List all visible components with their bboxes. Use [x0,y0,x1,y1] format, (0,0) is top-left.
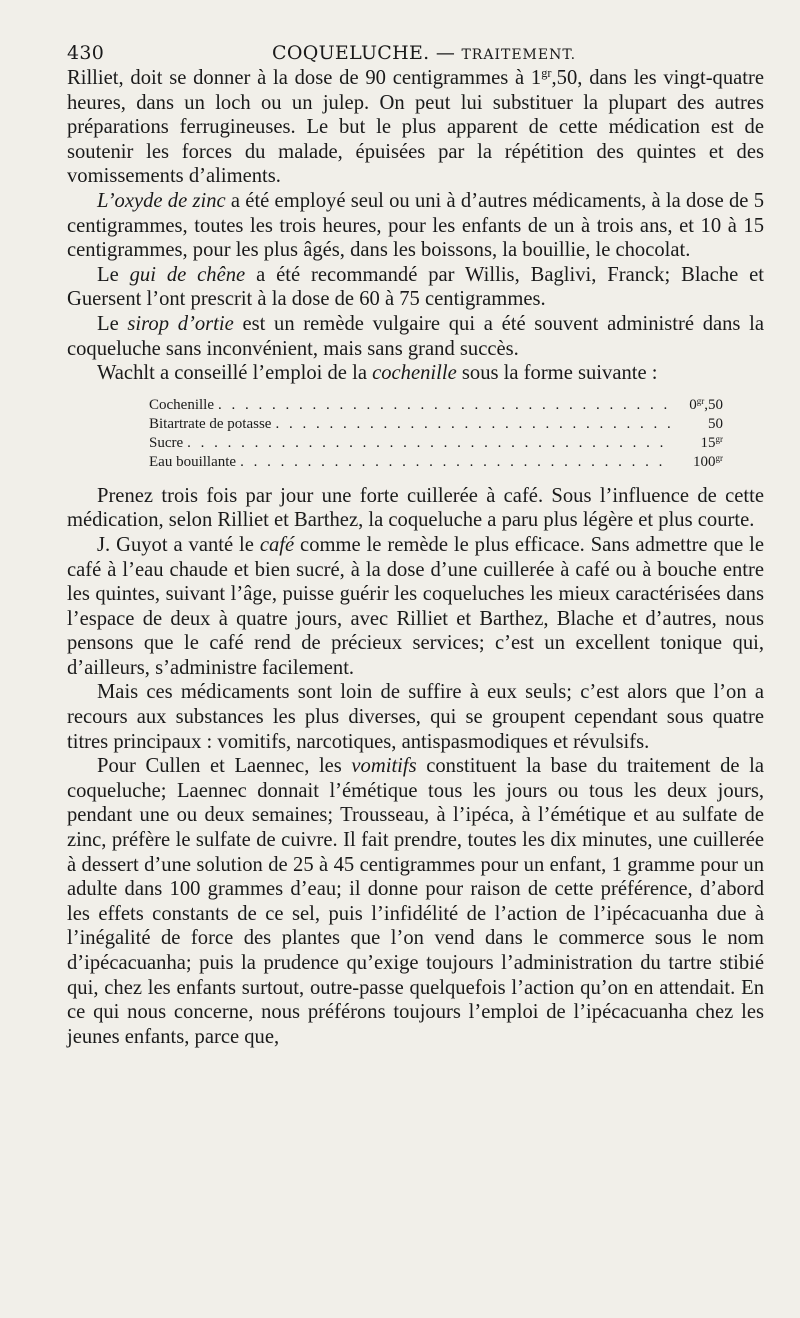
running-title [272,42,576,64]
paragraph-zinc: L’oxyde de zinc a été employé seul ou uni à d’autres médicaments, à la dose de 5 centigrammes, toutes les trois heures, pour les enfants de un à trois ans, et 10 à 15 centigrammes, pour les plus âgés, dans les boissons, la bouillie, le chocolat. [67,189,764,262]
recipe-row [149,434,723,453]
term-gui-de-chene: gui de chêne [129,263,246,286]
term-cochenille: cochenille [372,362,457,385]
page-number: 430 [67,42,105,64]
recipe-row [149,396,723,415]
paragraph-sirop: Le sirop d’ortie est un remède vulgaire qui a été souvent administré dans la coqueluche sans inconvénient, mais sans grand succès. [67,312,764,360]
leader-dots [187,434,671,453]
recipe-row [149,415,723,434]
ingredient-quantity: $100^{gr}$ [693,452,723,470]
paragraph-medicaments: Mais ces médicaments sont loin de suffire à eux seuls; c’est alors que l’on a recours aux substances les plus diverses, qui se groupent cependant sous quatre titres principaux : vomitifs, narcotiques, antispasmodiques et révulsifs. [67,681,764,753]
leader-dots [240,453,671,472]
page-body [67,66,764,1049]
paragraph-gui: Le gui de chêne a été recommandé par Willis, Baglivi, Franck; Blache et Guersent l’ont prescrit à la dose de 60 à 75 centigrammes. [67,263,765,311]
ingredient-quantity: $15^{gr}$ [700,433,723,451]
term-sirop-d-ortie: sirop d’ortie [127,312,234,335]
ingredient-quantity: 50 [708,415,723,432]
paragraph-posologie: Prenez trois fois par jour une forte cuillerée à café. Sous l’influence de cette médication, selon Rilliet et Barthez, la coqueluche a paru plus légère et plus courte. [67,484,764,532]
ingredient-name: Bitartrate de potasse [149,415,272,432]
paragraph-1: Rilliet, doit se donner à la dose de 90 centigrammes à $1^{gr},50$, dans les vingt-quatre heures, dans un loch ou un julep. On peut lui substituer la plupart des autres préparations ferrugineuses. Le but le plus apparent de cette médication est de soutenir les forces du malade, épuisées par la répétition des quintes et des vomissements d’aliments. [67,66,765,188]
paragraph-cochenille: Wachlt a conseillé l’emploi de la cochenille sous la forme suivante : [97,362,658,385]
running-header [67,36,764,66]
ingredient-name: Eau bouillante [149,453,237,470]
term-oxyde-de-zinc: L’oxyde de zinc [97,189,226,212]
ingredient-quantity: $0^{gr},50$ [689,395,723,413]
leader-dots [275,415,671,434]
title-separator: — [429,42,462,64]
ingredient-name: Cochenille [149,396,214,413]
paragraph-vomitifs: Pour Cullen et Laennec, les vomitifs constituent la base du traitement de la coqueluche; Laennec donnait l’émétique tous les jours ou tous les deux jours, pendant une ou deux semaines; Trousseau, à l’ipéca, à l’émétique et au sulfate de zinc, préfère le sulfate de cuivre. Il fait prendre, toutes les dix minutes, une cuillerée à dessert d’une solution de 25 à 45 centigrammes pour un enfant, 1 gramme pour un adulte dans 100 grammes d’eau; il donne pour raison de cette préférence, d’abord les effets constants de ce sel, puis l’infidélité de l’action de l’ipécacuanha due à l’inégalité de force des plantes que l’on vend dans le commerce sous le nom d’ipécacuanha; puis la prudence qu’exige toujours l’administration du tartre stibié qui, chez les enfants surtout, outre-passe quelquefois l’action qu’on en attendait. En ce qui nous concerne, nous préférons toujours l’emploi de l’ipécacuanha chez les jeunes enfants, parce que, [67,755,764,1048]
recipe-row [149,453,723,472]
paragraph-cafe: J. Guyot a vanté le café comme le remède le plus efficace. Sans admettre que le café à l’eau chaude et bien sucré, à la dose d’une cuillerée à café ou à bouche entre les quintes, suivant l’âge, puisse guérir les coqueluches les mieux caractérisées dans l’espace de deux à quatre jours, avec Rilliet et Barthez, Blache et d’autres, nous pensons que le café rend de précieux services; c’est un excellent tonique qui, d’ailleurs, s’administre facilement. [67,533,764,679]
ingredient-name: Sucre [149,434,184,451]
title-main: COQUELUCHE. [272,42,430,64]
term-cafe: café [259,533,295,556]
leader-dots [218,396,671,415]
term-vomitifs: vomitifs [351,755,417,778]
recipe-list [149,396,723,472]
title-sub: TRAITEMENT. [461,47,577,63]
